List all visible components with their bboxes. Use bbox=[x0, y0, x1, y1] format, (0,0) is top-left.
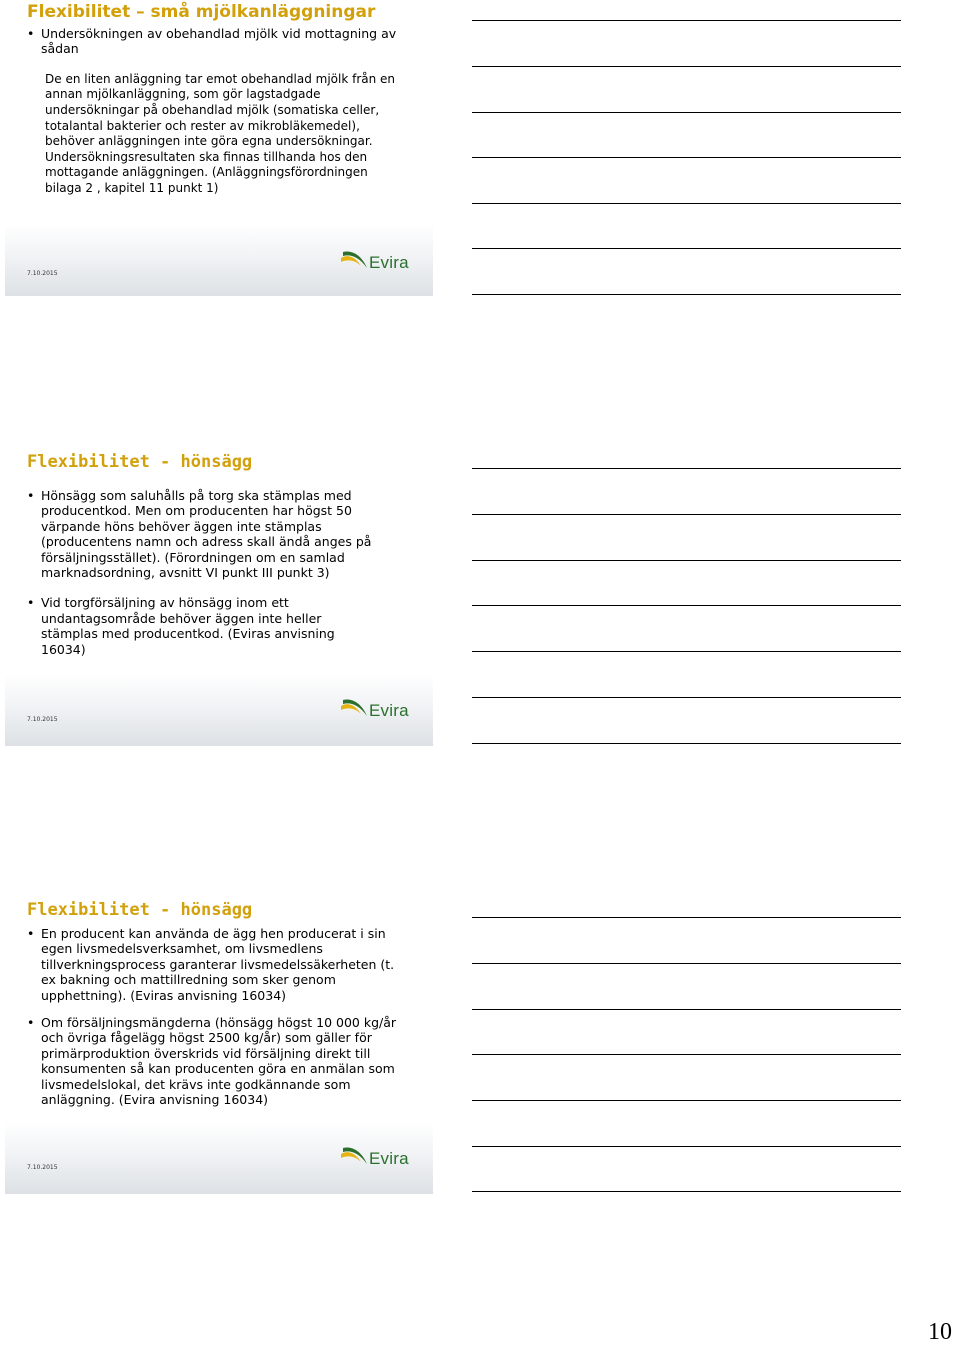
note-line bbox=[472, 917, 901, 918]
bullet-dot: • bbox=[27, 1015, 35, 1031]
note-line bbox=[472, 697, 901, 698]
bullet-dot: • bbox=[27, 595, 35, 611]
note-line bbox=[472, 248, 901, 249]
footer-date: 7.10.2015 bbox=[27, 1164, 58, 1171]
bullet-item bbox=[27, 488, 377, 580]
evira-logo bbox=[339, 1144, 413, 1174]
note-line bbox=[472, 112, 901, 113]
note-line bbox=[472, 1009, 901, 1010]
evira-logo bbox=[339, 696, 413, 726]
note-line bbox=[472, 514, 901, 515]
note-line bbox=[472, 605, 901, 606]
evira-logo-text: Evira bbox=[369, 1149, 409, 1168]
evira-logo bbox=[339, 248, 413, 278]
bullet-dot: • bbox=[27, 926, 35, 941]
evira-logo-mark-icon bbox=[339, 1144, 369, 1174]
bullet-text: Om försäljningsmängderna (hönsägg högst 10 000 kg/år och övriga fågelägg högst 2500 kg/år) som gäller för primärproduktion överskrids vid försäljning direkt till konsumenten så kan producenten göra en anmälan som livsmedelslokal, det krävs inte godkännande som anläggning. (Evira anvisning 16034) bbox=[41, 1015, 397, 1108]
slide-title: Flexibilitet - hönsägg bbox=[27, 452, 253, 472]
note-line bbox=[472, 294, 901, 295]
bullet-text: Hönsägg som saluhålls på torg ska stämplas med producentkod. Men om producenten har högst 50 värpande höns behöver äggen inte stämplas (producentens namn och adress skall ändå anges på försäljningsstället). (Förordningen om en samlad marknadsordning, avsnitt VI punkt III punkt 3) bbox=[41, 488, 372, 581]
bullet-dot: • bbox=[27, 488, 35, 503]
bullet-item bbox=[27, 1015, 407, 1107]
footer-date: 7.10.2015 bbox=[27, 716, 58, 723]
note-line bbox=[472, 1100, 901, 1101]
slide-2 bbox=[5, 448, 433, 746]
bullet-text: Undersökningen av obehandlad mjölk vid mottagning av sådan bbox=[41, 26, 397, 57]
slide-body bbox=[27, 926, 407, 1107]
slide-3 bbox=[5, 896, 433, 1194]
note-line bbox=[472, 203, 901, 204]
evira-logo-mark-icon bbox=[339, 696, 369, 726]
slide-title: Flexibilitet – små mjölkanläggningar bbox=[27, 2, 376, 22]
page-number: 10 bbox=[928, 1319, 952, 1345]
evira-logo-text: Evira bbox=[369, 253, 409, 272]
bullet-item bbox=[27, 26, 427, 57]
note-line bbox=[472, 743, 901, 744]
note-line bbox=[472, 468, 901, 469]
bullet-dot: • bbox=[27, 26, 35, 41]
slide-body bbox=[27, 26, 427, 197]
note-line bbox=[472, 1054, 901, 1055]
slide-body bbox=[27, 488, 377, 657]
note-line bbox=[472, 1146, 901, 1147]
note-line bbox=[472, 651, 901, 652]
bullet-item bbox=[27, 595, 377, 657]
bullet-item bbox=[27, 926, 407, 1003]
footer-date: 7.10.2015 bbox=[27, 270, 58, 277]
bullet-text: En producent kan använda de ägg hen producerat i sin egen livsmedelsverksamhet, om livsmedlens tillverkningsprocess garanterar livsmedelssäkerheten (t. ex bakning och mattillredning som sker genom upphettning). (Eviras anvisning 16034) bbox=[41, 926, 395, 1003]
note-line bbox=[472, 157, 901, 158]
note-line bbox=[472, 20, 901, 21]
note-line bbox=[472, 66, 901, 67]
paragraph: De en liten anläggning tar emot obehandlad mjölk från en annan mjölkanläggning, som gör lagstadgade undersökningar på obehandlad mjölk (somatiska celler, totalantal bakterier och rester av mikrobläkemedel), behöver anläggningen inte göra egna undersökningar. Undersökningsresultaten ska finnas tillhanda hos den mottagande anläggningen. (Anläggningsförordningen bilaga 2 , kapitel 11 punkt 1) bbox=[45, 71, 396, 195]
note-line bbox=[472, 963, 901, 964]
bullet-text: Vid torgförsäljning av hönsägg inom ett undantagsområde behöver äggen inte heller stämplas med producentkod. (Eviras anvisning 16034) bbox=[41, 595, 335, 657]
note-line bbox=[472, 560, 901, 561]
note-line bbox=[472, 1191, 901, 1192]
evira-logo-mark-icon bbox=[339, 248, 369, 278]
slide-1 bbox=[5, 0, 433, 296]
slide-title: Flexibilitet - hönsägg bbox=[27, 900, 253, 920]
evira-logo-text: Evira bbox=[369, 701, 409, 720]
